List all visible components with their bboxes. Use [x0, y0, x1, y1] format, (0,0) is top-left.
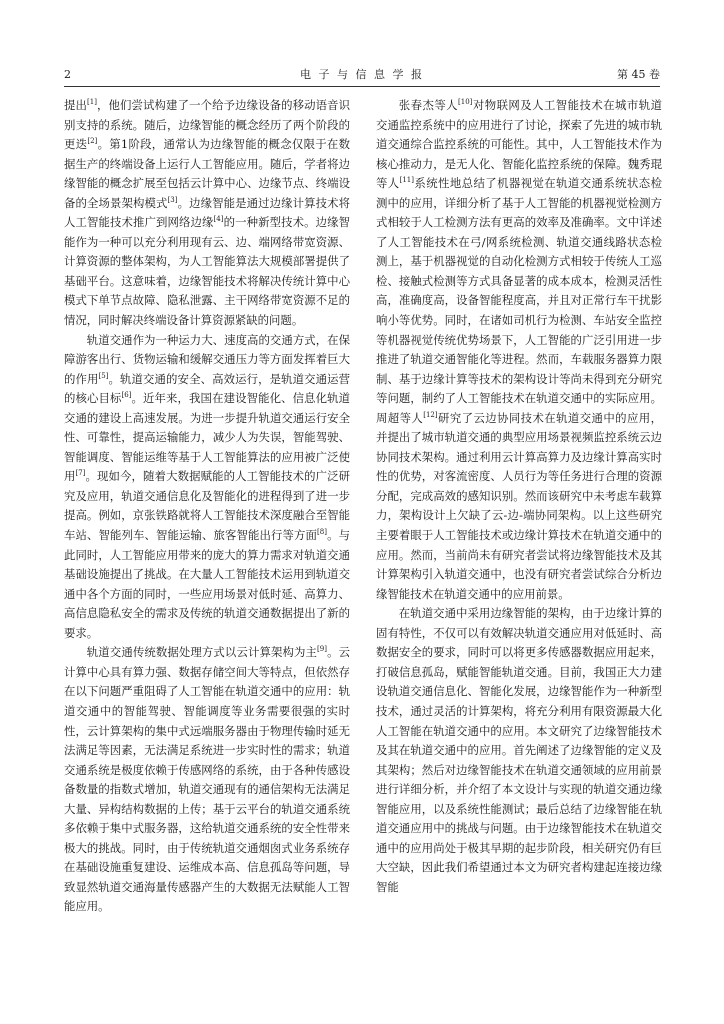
paragraph: 张春杰等人[10]对物联网及人工智能技术在城市轨道交通监控系统中的应用进行了讨论，探索了先进的城市轨道交通综合监控系统的可能性。其中，人工智能技术作为核心推动力，是无人化、智能化监控系统的保障。魏秀琨等人[11]系统性地总结了机器视觉在轨道交通系统状态检测中的应用，详细分析了基于人工智能的机器视觉检测方式相较于人工检测方法有更高的效率及准确率。文中详述了人工智能技术在弓/网系统检测、轨道交通线路状态检测上，基于机器视觉的自动化检测方式相较于传统人工巡检、接触式检测等方式具备显著的成本成本，检测灵活性高，准确度高，设备智能程度高，并且对正常行车干扰影响小等优势。同时，在诸如司机行为检测、车站安全监控等机器视觉传统优势场景下，人工智能的广泛引用进一步推进了轨道交通智能化等进程。然而，车载服务器算力限制、基于边缘计算等技术的架构设计等尚未得到充分研究等问题，制约了人工智能技术在轨道交通中的实际应用。周超等人[12]研究了云边协同技术在轨道交通中的应用，并提出了城市轨道交通的典型应用场景视频监控系统云边协同技术架构。通过利用云计算高算力及边缘计算高实时性的优势，对客流密度、人员行为等任务进行合理的资源分配，完成高效的感知识别。然而该研究中未考虑车载算力，架构设计上欠缺了云-边-端协同架构。以上这些研究主要着眼于人工智能技术或边缘计算技术在轨道交通中的应用。然而，当前尚未有研究者尝试将边缘智能技术及其计算架构引入轨道交通中，也没有研究者尝试综合分析边缘智能技术在轨道交通中的应用前景。 [376, 98, 662, 601]
citation-marker: [7] [75, 469, 86, 478]
citation-marker: [3] [167, 195, 178, 204]
citation-marker: [12] [423, 410, 438, 419]
page-number: 2 [64, 68, 71, 81]
journal-title: 电 子 与 信 息 学 报 [300, 68, 424, 81]
citation-marker: [5] [98, 371, 109, 380]
left-column [64, 96, 350, 917]
citation-marker: [10] [458, 98, 473, 107]
running-header [64, 68, 660, 86]
citation-marker: [11] [399, 176, 414, 185]
paragraph: 轨道交通作为一种运力大、速度高的交通方式，在保障游客出行、货物运输和缓解交通压力等方面发挥着巨大的作用[5]。轨道交通的安全、高效运行，是轨道交通运营的核心目标[6]。近年来，我国在建设智能化、信息化轨道交通的建设上高速发展。为进一步提升轨道交通运行安全性、可靠性，提高运输能力，减少人为失误，智能驾驶、智能调度、智能运维等基于人工智能算法的应用被广泛使用[7]。现如今，随着大数据赋能的人工智能技术的广泛研究及应用，轨道交通信息化及智能化的进程得到了进一步提高。例如，京张铁路就将人工智能技术深度融合至智能车站、智能列车、智能运输、旅客智能出行等方面[8]。与此同时，人工智能应用带来的庞大的算力需求对轨道交通基础设施提出了挑战。在大量人工智能技术运用到轨道交通中各个方面的同时，一些应用场景对低时延、高算力、高信息隐私安全的需求及传统的轨道交通数据提出了新的要求。 [64, 332, 350, 640]
paragraph: 在轨道交通中采用边缘智能的架构，由于边缘计算的固有特性，不仅可以有效解决轨道交通应用对低延时、高数据安全的要求，同时可以将更多传感器数据应用起来，打破信息孤岛，赋能智能轨道交通。目前，我国正大力建设轨道交通信息化、智能化发展，边缘智能作为一种新型技术，通过灵活的计算架构，将充分利用有限资源最大化人工智能在轨道交通中的应用。本文研究了边缘智能技术及其在轨道交通中的应用。首先阐述了边缘智能的定义及其架构；然后对边缘智能技术在轨道交通领域的应用前景进行详细分析，并介绍了本文设计与实现的轨道交通边缘智能应用，以及系统性能测试；最后总结了边缘智能在轨道交通应用中的挑战与问题。由于边缘智能技术在轨道交通中的应用尚处于极其早期的起步阶段，相关研究仍有巨大空缺，因此我们希望通过本文为研究者构建起连接边缘智能 [376, 606, 662, 894]
volume-number: 第 45 卷 [617, 68, 660, 81]
right-column [376, 96, 662, 897]
citation-marker: [9] [317, 645, 327, 654]
citation-marker: [6] [121, 391, 132, 400]
citation-marker: [8] [317, 528, 327, 537]
citation-marker: [1] [87, 98, 97, 107]
header-rule [64, 86, 660, 87]
citation-marker: [4] [213, 215, 224, 224]
paragraph: 轨道交通传统数据处理方式以云计算架构为主[9]。云计算中心具有算力强、数据存储空间大等特点，但依然存在以下问题严重阻碍了人工智能在轨道交通中的应用：轨道交通中的智能驾驶、智能调度等业务需要很强的实时性，云计算架构的集中式远端服务器由于物理传输时延无法满足等因素，无法满足系统进一步实时性的需求；轨道交通系统是极度依赖于传感网络的系统，由于各种传感设备数量的指数式增加，轨道交通现有的通信架构无法满足大量、异构结构数据的上传；基于云平台的轨道交通系统多依赖于集中式服务器，这给轨道交通系统的安全性带来极大的挑战。同时，由于传统轨道交通烟囱式业务系统存在基础设施重复建设、运维成本高、信息孤岛等问题，导致显然轨道交通海量传感器产生的大数据无法赋能人工智能应用。 [64, 645, 350, 914]
paragraph: 提出[1]，他们尝试构建了一个给予边缘设备的移动语音识别支持的系统。随后，边缘智能的概念经历了两个阶段的更迭[2]。第1阶段，通常认为边缘智能的概念仅限于在数据生产的终端设备上运行人工智能应用。随后，学者将边缘智能的概念扩展至包括云计算中心、边缘节点、终端设备的全场景架构模式[3]。边缘智能是通过边缘计算技术将人工智能技术推广到网络边缘[4]的一种新型技术。边缘智能作为一种可以充分利用现有云、边、端网络带宽资源、计算资源的整体架构，为人工智能算法大规模部署提供了基础平台。这意味着，边缘智能技术将解决传统计算中心模式下单节点故障、隐私泄露、主干网络带宽资源不足的情况，同时解决终端设备计算资源紧缺的问题。 [64, 98, 350, 328]
citation-marker: [2] [87, 137, 98, 146]
